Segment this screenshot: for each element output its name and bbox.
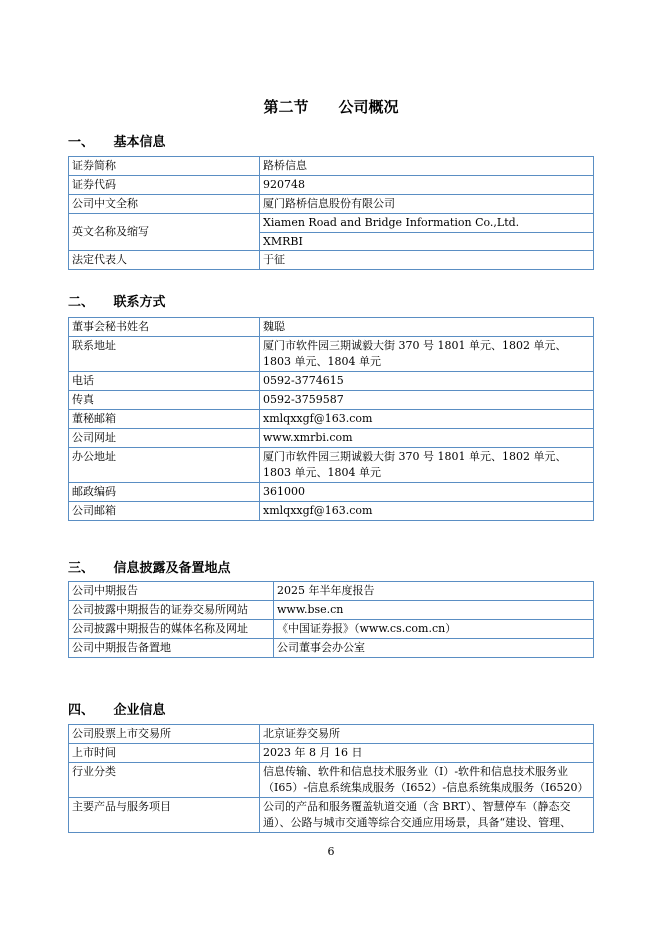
table-cell-value: xmlqxxgf@163.com (260, 502, 594, 521)
table-cell-value: 厦门路桥信息股份有限公司 (260, 195, 594, 214)
contact-table (68, 317, 594, 521)
section-heading-contact: 二、 联系方式 (68, 295, 166, 310)
table-cell-label: 董秘邮箱 (69, 410, 260, 429)
table-cell-value: www.bse.cn (274, 601, 594, 620)
table-cell-value: 于征 (260, 251, 594, 270)
table-row (69, 483, 594, 502)
table-row (69, 502, 594, 521)
table-row (69, 798, 594, 833)
table-row (69, 337, 594, 372)
table-cell-label: 联系地址 (69, 337, 260, 372)
table-row (69, 620, 594, 639)
table-cell-value: xmlqxxgf@163.com (260, 410, 594, 429)
table-cell-value: 厦门市软件园三期诚毅大街 370 号 1801 单元、1802 单元、1803 单元、1804 单元 (260, 448, 594, 483)
basic-info-table (68, 156, 594, 270)
table-cell-label: 证券简称 (69, 157, 260, 176)
table-row (69, 725, 594, 744)
table-cell-value (260, 214, 594, 251)
table-cell-value: 0592-3759587 (260, 391, 594, 410)
table-cell-label: 主要产品与服务项目 (69, 798, 260, 833)
english-name: Xiamen Road and Bridge Information Co.,Ltd. (263, 216, 520, 229)
table-cell-label: 办公地址 (69, 448, 260, 483)
table-row (69, 176, 594, 195)
table-cell-label: 公司披露中期报告的证券交易所网站 (69, 601, 274, 620)
table-cell-label: 公司股票上市交易所 (69, 725, 260, 744)
table-cell-label: 公司中期报告备置地 (69, 639, 274, 658)
table-cell-value: 2023 年 8 月 16 日 (260, 744, 594, 763)
table-cell-value: 路桥信息 (260, 157, 594, 176)
table-row (69, 582, 594, 601)
table-cell-value: 0592-3774615 (260, 372, 594, 391)
table-row (69, 410, 594, 429)
section-heading-enterprise: 四、 企业信息 (68, 703, 166, 718)
table-cell-value: 厦门市软件园三期诚毅大街 370 号 1801 单元、1802 单元、1803 单元、1804 单元 (260, 337, 594, 372)
table-cell-value: 信息传输、软件和信息技术服务业（I）-软件和信息技术服务业（I65）-信息系统集成服务（I652）-信息系统集成服务（I6520） (260, 763, 594, 798)
table-row (69, 448, 594, 483)
table-cell-label: 公司网址 (69, 429, 260, 448)
table-cell-label: 董事会秘书姓名 (69, 318, 260, 337)
table-row (69, 372, 594, 391)
page-number: 6 (327, 845, 335, 858)
table-cell-value: 公司的产品和服务覆盖轨道交通（含 BRT）、智慧停车（静态交通）、公路与城市交通等综合交通应用场景，具备“建设、管理、 (260, 798, 594, 833)
table-cell-label: 公司披露中期报告的媒体名称及网址 (69, 620, 274, 639)
table-cell-label: 英文名称及缩写 (69, 214, 260, 251)
table-row (69, 318, 594, 337)
table-cell-value: 公司董事会办公室 (274, 639, 594, 658)
table-row (69, 195, 594, 214)
table-row (69, 251, 594, 270)
table-cell-label: 邮政编码 (69, 483, 260, 502)
table-cell-label: 公司中文全称 (69, 195, 260, 214)
table-cell-value: 2025 年半年度报告 (274, 582, 594, 601)
table-cell-value: 《中国证券报》（www.cs.com.cn） (274, 620, 594, 639)
table-cell-value: 920748 (260, 176, 594, 195)
table-cell-label: 行业分类 (69, 763, 260, 798)
table-row (69, 744, 594, 763)
table-row (69, 429, 594, 448)
table-row (69, 639, 594, 658)
table-row (69, 157, 594, 176)
section-heading-basic-info: 一、 基本信息 (68, 135, 166, 150)
enterprise-table (68, 724, 594, 833)
table-cell-label: 上市时间 (69, 744, 260, 763)
table-cell-label: 传真 (69, 391, 260, 410)
table-row (69, 601, 594, 620)
table-row (69, 763, 594, 798)
disclosure-table (68, 581, 594, 658)
table-cell-label: 法定代表人 (69, 251, 260, 270)
section-heading-disclosure: 三、 信息披露及备置地点 (68, 561, 231, 576)
table-cell-value: 魏聪 (260, 318, 594, 337)
table-cell-value: www.xmrbi.com (260, 429, 594, 448)
table-cell-label: 电话 (69, 372, 260, 391)
table-cell-label: 公司中期报告 (69, 582, 274, 601)
table-row (69, 214, 594, 251)
table-cell-value: 北京证券交易所 (260, 725, 594, 744)
table-cell-label: 公司邮箱 (69, 502, 260, 521)
chapter-title: 第二节 公司概况 (263, 98, 399, 116)
table-cell-label: 证券代码 (69, 176, 260, 195)
table-cell-value: 361000 (260, 483, 594, 502)
table-row (69, 391, 594, 410)
english-abbreviation: XMRBI (260, 232, 593, 250)
